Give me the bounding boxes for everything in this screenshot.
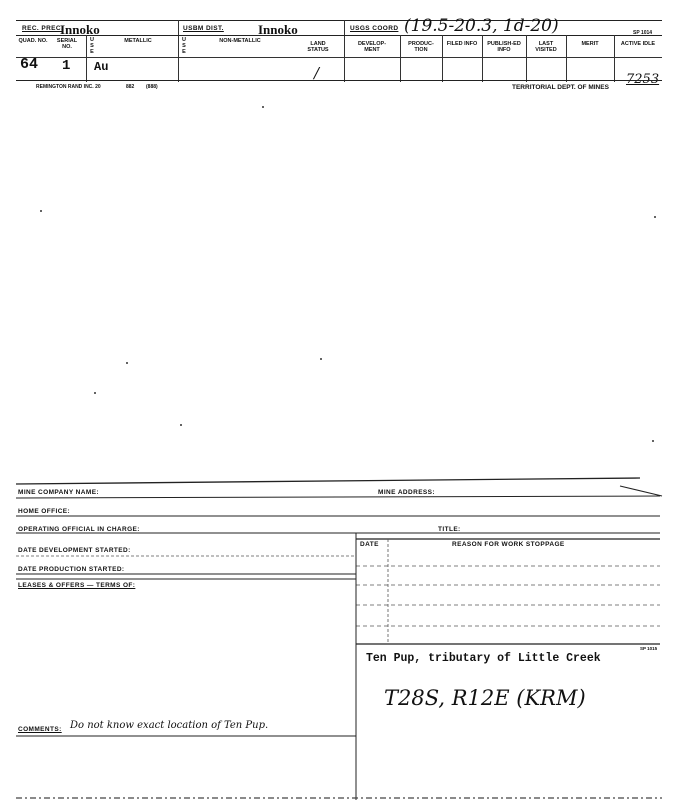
col-land-status: LAND STATUS xyxy=(307,41,329,53)
title-label: TITLE: xyxy=(438,526,461,533)
reason-label: REASON FOR WORK STOPPAGE xyxy=(452,541,565,548)
col-last-visited: LAST VISITED xyxy=(535,41,557,53)
form-code-bottom: SP 1015 xyxy=(640,646,658,651)
date-development-label: DATE DEVELOPMENT STARTED: xyxy=(18,547,131,554)
col-serial-no: SERIAL NO. xyxy=(56,38,78,50)
printer-code-2: (888) xyxy=(146,84,158,90)
col-use-metallic: U S E xyxy=(90,37,94,55)
printer-code: 882 xyxy=(126,84,135,90)
leases-label: LEASES & OFFERS — TERMS OF: xyxy=(18,582,136,589)
col-development: DEVELOP-MENT xyxy=(357,41,387,53)
date-production-label: DATE PRODUCTION STARTED: xyxy=(18,566,125,573)
usgs-coord-label: USGS COORD xyxy=(350,25,399,32)
location-typed: Ten Pup, tributary of Little Creek xyxy=(366,652,601,665)
col-production: PRODUC-TION xyxy=(408,41,434,53)
home-office-label: HOME OFFICE: xyxy=(18,508,71,515)
mine-company-name-label: MINE COMPANY NAME: xyxy=(18,489,99,496)
territorial-dept: TERRITORIAL DEPT. OF MINES xyxy=(512,84,609,91)
land-status-value: / xyxy=(314,64,320,82)
quad-value: 64 xyxy=(20,56,39,73)
comments-label: COMMENTS: xyxy=(18,726,62,733)
rec-prec-value: Innoko xyxy=(60,22,100,37)
operating-official-label: OPERATING OFFICIAL IN CHARGE: xyxy=(18,526,140,533)
comments-handwritten: Do not know exact location of Ten Pup. xyxy=(70,720,269,731)
printer-label: REMINGTON RAND INC. 20 xyxy=(36,84,101,90)
col-metallic: METALLIC xyxy=(124,38,152,44)
col-filed-info: FILED INFO xyxy=(446,41,478,47)
usgs-coord-value: (19.5-20.3, 1d-20) xyxy=(404,16,559,36)
col-quad-no: QUAD. NO. xyxy=(18,38,48,44)
usbm-dist-value: Innoko xyxy=(258,22,298,37)
rec-prec-label: REC. PREC. xyxy=(22,25,64,32)
col-merit: MERIT xyxy=(581,41,599,47)
usbm-dist-label: USBM DIST. xyxy=(183,25,224,32)
active-idle-value: 7253 xyxy=(626,72,660,87)
location-handwritten: T28S, R12E (KRM) xyxy=(384,686,586,710)
date-label: DATE xyxy=(360,541,379,548)
metallic-value: Au xyxy=(94,60,109,74)
col-non-metallic: NON-METALLIC xyxy=(219,38,261,44)
col-use-nonmetallic: U S E xyxy=(182,37,186,55)
col-active-idle: ACTIVE IDLE xyxy=(620,41,656,47)
serial-value: 1 xyxy=(62,58,71,74)
col-published-info: PUBLISH-ED INFO xyxy=(487,41,521,53)
mine-address-label: MINE ADDRESS: xyxy=(378,489,435,496)
form-code-top: SP 1014 xyxy=(633,30,653,36)
